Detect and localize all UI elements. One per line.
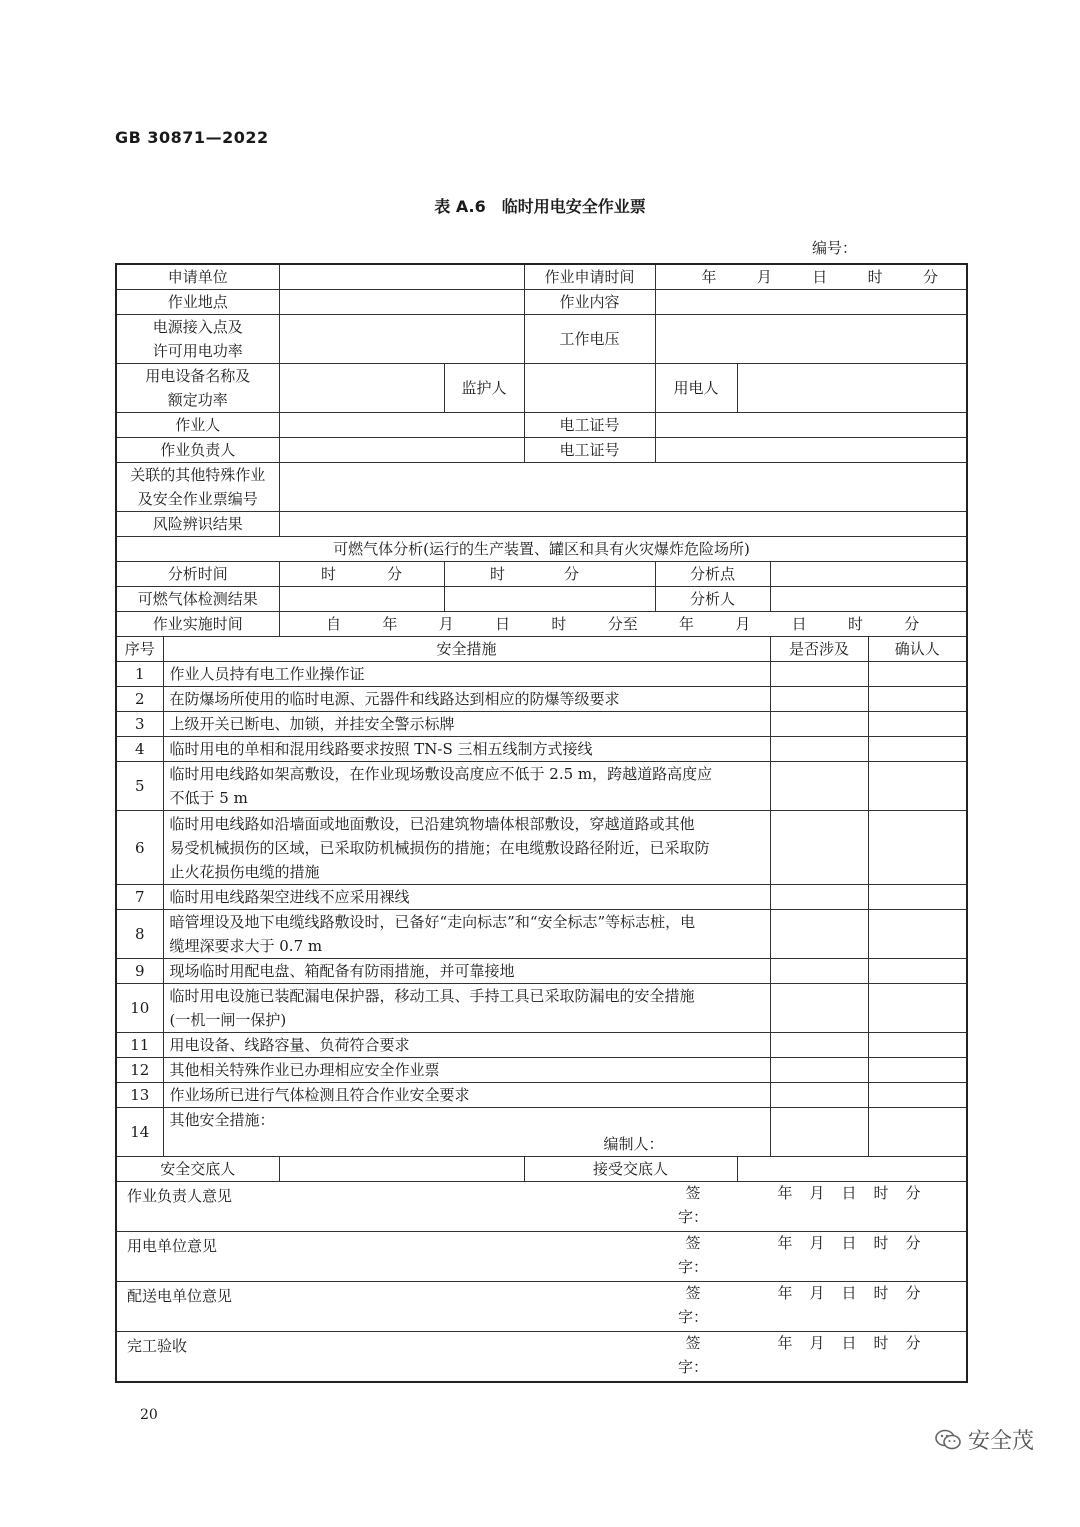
analysis-time-2[interactable] bbox=[444, 562, 655, 587]
year-label: 年 bbox=[701, 268, 717, 286]
hour-label: 时 bbox=[551, 615, 567, 633]
related-permits-line-2: 及安全作业票编号 bbox=[137, 490, 258, 508]
measure-no: 6 bbox=[116, 811, 163, 885]
minute-label: 分 bbox=[387, 565, 403, 583]
analysis-time-label: 分析时间 bbox=[116, 562, 279, 587]
minute-label: 分 bbox=[905, 1334, 921, 1352]
minute-label: 分 bbox=[905, 1234, 921, 1252]
work-content-label: 作业内容 bbox=[524, 290, 655, 315]
watermark-text: 安全茂 bbox=[968, 1429, 1035, 1454]
hour-label: 时 bbox=[873, 1184, 889, 1202]
work-leader-field[interactable] bbox=[279, 438, 524, 463]
impl-time-field[interactable] bbox=[279, 612, 967, 637]
measure-no: 13 bbox=[116, 1083, 163, 1108]
measure-text bbox=[163, 737, 770, 762]
year-label: 年 bbox=[777, 1284, 793, 1302]
measure-line: 暗管埋设及地下电缆线路敷设时，已备好“走向标志”和“安全标志”等标志桩，电 bbox=[169, 913, 696, 931]
from-label: 自 bbox=[326, 615, 342, 633]
year-label: 年 bbox=[679, 615, 695, 633]
confirm-cell[interactable] bbox=[868, 1108, 967, 1157]
year-label: 年 bbox=[382, 615, 398, 633]
involved-cell[interactable] bbox=[770, 687, 868, 712]
work-permit-table bbox=[115, 263, 968, 1383]
gas-result-field-2[interactable] bbox=[444, 587, 655, 612]
involved-cell[interactable] bbox=[770, 811, 868, 885]
sign-label: 签字： bbox=[677, 1334, 708, 1376]
leader-cert-label: 电工证号 bbox=[524, 438, 655, 463]
minute-label: 分 bbox=[564, 565, 580, 583]
measure-line: 作业人员持有电工作业操作证 bbox=[169, 665, 365, 683]
analysis-time-1-parts bbox=[286, 562, 438, 586]
confirm-cell[interactable] bbox=[868, 959, 967, 984]
worker-label: 作业人 bbox=[116, 413, 279, 438]
measure-text bbox=[163, 959, 770, 984]
confirm-cell[interactable] bbox=[868, 910, 967, 959]
minute-label: 分 bbox=[905, 1184, 921, 1202]
measure-row bbox=[116, 687, 967, 712]
measure-text bbox=[163, 687, 770, 712]
measure-line: 临时用电线路如架高敷设，在作业现场敷设高度应不低于 2.5 m，跨越道路高度应 bbox=[169, 765, 713, 783]
minute-label: 分 bbox=[904, 615, 920, 633]
measure-row bbox=[116, 662, 967, 687]
equipment-field[interactable] bbox=[279, 364, 444, 413]
measure-no: 2 bbox=[116, 687, 163, 712]
month-label: 月 bbox=[809, 1284, 825, 1302]
power-access-line-1: 电源接入点及 bbox=[152, 318, 243, 336]
gas-result-field-1[interactable] bbox=[279, 587, 444, 612]
month-label: 月 bbox=[438, 615, 454, 633]
hour-label: 时 bbox=[847, 615, 863, 633]
day-label: 日 bbox=[841, 1284, 857, 1302]
signature-line bbox=[677, 1282, 929, 1330]
involved-cell[interactable] bbox=[770, 712, 868, 737]
measure-line: 其他相关特殊作业已办理相应安全作业票 bbox=[169, 1061, 440, 1079]
worker-field[interactable] bbox=[279, 413, 524, 438]
measure-text bbox=[163, 762, 770, 811]
work-place-field[interactable] bbox=[279, 290, 524, 315]
measure-text bbox=[163, 885, 770, 910]
standard-number: GB 30871—2022 bbox=[115, 128, 269, 147]
apply-time-label: 作业申请时间 bbox=[524, 264, 655, 290]
col-involved-header: 是否涉及 bbox=[770, 637, 868, 662]
measure-text bbox=[163, 1083, 770, 1108]
involved-cell[interactable] bbox=[770, 1058, 868, 1083]
month-label: 月 bbox=[756, 268, 772, 286]
sign-label: 签字： bbox=[677, 1184, 708, 1226]
analysis-point-label: 分析点 bbox=[655, 562, 770, 587]
col-no-header: 序号 bbox=[116, 637, 163, 662]
involved-cell[interactable] bbox=[770, 1033, 868, 1058]
receiver-field[interactable] bbox=[737, 1157, 967, 1182]
day-label: 日 bbox=[495, 615, 511, 633]
power-user-label: 用电人 bbox=[655, 364, 737, 413]
measure-line: 现场临时用配电盘、箱配备有防雨措施，并可靠接地 bbox=[169, 962, 515, 980]
measure-text bbox=[163, 910, 770, 959]
unit-opinion-label: 用电单位意见 bbox=[127, 1237, 218, 1255]
signature-line bbox=[677, 1232, 929, 1280]
guardian-label: 监护人 bbox=[444, 364, 524, 413]
confirm-cell[interactable] bbox=[868, 737, 967, 762]
measure-no: 12 bbox=[116, 1058, 163, 1083]
month-label: 月 bbox=[809, 1234, 825, 1252]
briefer-label: 安全交底人 bbox=[116, 1157, 279, 1182]
measure-no: 14 bbox=[116, 1108, 163, 1157]
sign-label: 签字： bbox=[677, 1284, 708, 1326]
apply-unit-label: 申请单位 bbox=[116, 264, 279, 290]
confirm-cell[interactable] bbox=[868, 712, 967, 737]
related-permits-line-1: 关联的其他特殊作业 bbox=[130, 466, 266, 484]
measure-no: 1 bbox=[116, 662, 163, 687]
impl-time-parts bbox=[286, 612, 961, 636]
other-measures-label: 其他安全措施： bbox=[169, 1111, 275, 1129]
apply-unit-field[interactable] bbox=[279, 264, 524, 290]
signature-line bbox=[677, 1332, 929, 1380]
measure-no: 8 bbox=[116, 910, 163, 959]
equipment-line-2: 额定功率 bbox=[167, 391, 228, 409]
risk-label: 风险辨识结果 bbox=[116, 512, 279, 537]
impl-time-label: 作业实施时间 bbox=[116, 612, 279, 637]
measure-no: 4 bbox=[116, 737, 163, 762]
unit-opinion-field[interactable] bbox=[116, 1232, 967, 1282]
measure-line: 临时用电的单相和混用线路要求按照 TN-S 三相五线制方式接线 bbox=[169, 740, 593, 758]
leader-opinion-label: 作业负责人意见 bbox=[127, 1187, 233, 1205]
page-number: 20 bbox=[140, 1407, 158, 1423]
measure-line: 不低于 5 m bbox=[169, 789, 248, 807]
analyst-field[interactable] bbox=[770, 587, 967, 612]
minute-label: 分 bbox=[905, 1284, 921, 1302]
measure-row bbox=[116, 1083, 967, 1108]
measure-no: 7 bbox=[116, 885, 163, 910]
confirm-cell[interactable] bbox=[868, 762, 967, 811]
confirm-cell[interactable] bbox=[868, 984, 967, 1033]
measure-line: 临时用电线路架空进线不应采用裸线 bbox=[169, 888, 410, 906]
related-permits-label bbox=[116, 463, 279, 512]
apply-date-parts bbox=[662, 265, 961, 289]
briefer-field[interactable] bbox=[279, 1157, 524, 1182]
measure-row bbox=[116, 762, 967, 811]
leader-cert-field[interactable] bbox=[655, 438, 967, 463]
measure-row bbox=[116, 1033, 967, 1058]
equipment-label bbox=[116, 364, 279, 413]
measure-no: 10 bbox=[116, 984, 163, 1033]
worker-cert-field[interactable] bbox=[655, 413, 967, 438]
measure-text bbox=[163, 811, 770, 885]
risk-field[interactable] bbox=[279, 512, 967, 537]
apply-time-field[interactable] bbox=[655, 264, 967, 290]
year-label: 年 bbox=[777, 1334, 793, 1352]
confirm-cell[interactable] bbox=[868, 1058, 967, 1083]
confirm-cell[interactable] bbox=[868, 1033, 967, 1058]
month-label: 月 bbox=[809, 1334, 825, 1352]
confirm-cell[interactable] bbox=[868, 885, 967, 910]
measure-line: 止火花损伤电缆的措施 bbox=[169, 862, 320, 881]
measure-text bbox=[163, 1058, 770, 1083]
watermark bbox=[934, 1424, 1034, 1455]
measure-row bbox=[116, 811, 967, 885]
hour-label: 时 bbox=[867, 268, 883, 286]
day-label: 日 bbox=[841, 1184, 857, 1202]
wechat-icon bbox=[934, 1428, 962, 1452]
confirm-cell[interactable] bbox=[868, 662, 967, 687]
measure-line: (一机一闸一保护) bbox=[169, 1011, 287, 1029]
involved-cell[interactable] bbox=[770, 1083, 868, 1108]
work-content-field[interactable] bbox=[655, 290, 967, 315]
equipment-line-1: 用电设备名称及 bbox=[145, 367, 251, 385]
involved-cell[interactable] bbox=[770, 1108, 868, 1157]
day-label: 日 bbox=[841, 1234, 857, 1252]
month-label: 月 bbox=[735, 615, 751, 633]
day-label: 日 bbox=[812, 268, 828, 286]
measure-row bbox=[116, 712, 967, 737]
analysis-time-1[interactable] bbox=[279, 562, 444, 587]
power-access-line-2: 许可用电功率 bbox=[152, 342, 243, 360]
signature-line bbox=[677, 1182, 929, 1230]
year-label: 年 bbox=[777, 1234, 793, 1252]
other-measures-row bbox=[116, 1108, 967, 1157]
measure-line: 易受机械损伤的区域，已采取防机械损伤的措施；在电缆敷设路径附近，已采取防 bbox=[169, 838, 710, 857]
supply-opinion-field[interactable] bbox=[116, 1282, 967, 1332]
year-label: 年 bbox=[777, 1184, 793, 1202]
measure-no: 3 bbox=[116, 712, 163, 737]
measure-line: 作业场所已进行气体检测且符合作业安全要求 bbox=[169, 1086, 470, 1104]
measure-no: 5 bbox=[116, 762, 163, 811]
hour-label: 时 bbox=[321, 565, 337, 583]
involved-cell[interactable] bbox=[770, 885, 868, 910]
hour-label: 时 bbox=[490, 565, 506, 583]
analysis-point-field[interactable] bbox=[770, 562, 967, 587]
hour-label: 时 bbox=[873, 1234, 889, 1252]
involved-cell[interactable] bbox=[770, 959, 868, 984]
measure-text bbox=[163, 1033, 770, 1058]
supply-opinion-label: 配送电单位意见 bbox=[127, 1287, 233, 1305]
work-place-label: 作业地点 bbox=[116, 290, 279, 315]
confirm-cell[interactable] bbox=[868, 687, 967, 712]
hour-label: 时 bbox=[873, 1284, 889, 1302]
measure-row bbox=[116, 959, 967, 984]
serial-number-label: 编号： bbox=[812, 239, 858, 257]
measure-row bbox=[116, 737, 967, 762]
involved-cell[interactable] bbox=[770, 662, 868, 687]
acceptance-field[interactable] bbox=[116, 1332, 967, 1383]
acceptance-label: 完工验收 bbox=[127, 1337, 188, 1355]
analysis-time-2-parts bbox=[451, 562, 649, 586]
power-access-label bbox=[116, 315, 279, 364]
involved-cell[interactable] bbox=[770, 910, 868, 959]
other-measures-field[interactable] bbox=[163, 1108, 770, 1157]
worker-cert-label: 电工证号 bbox=[524, 413, 655, 438]
minute-to-label: 分至 bbox=[607, 615, 638, 633]
measure-row bbox=[116, 885, 967, 910]
minute-label: 分 bbox=[923, 268, 939, 286]
measure-line: 临时用电设施已装配漏电保护器，移动工具、手持工具已采取防漏电的安全措施 bbox=[169, 987, 695, 1005]
day-label: 日 bbox=[841, 1334, 857, 1352]
col-measure-header: 安全措施 bbox=[163, 637, 770, 662]
analyst-label: 分析人 bbox=[655, 587, 770, 612]
measure-text bbox=[163, 662, 770, 687]
power-access-field[interactable] bbox=[279, 315, 524, 364]
measure-line: 用电设备、线路容量、负荷符合要求 bbox=[169, 1036, 410, 1054]
gas-analysis-heading: 可燃气体分析(运行的生产装置、罐区和具有火灾爆炸危险场所) bbox=[116, 537, 967, 562]
measure-row bbox=[116, 910, 967, 959]
work-leader-label: 作业负责人 bbox=[116, 438, 279, 463]
month-label: 月 bbox=[809, 1184, 825, 1202]
confirm-cell[interactable] bbox=[868, 1083, 967, 1108]
measure-line: 上级开关已断电、加锁，并挂安全警示标牌 bbox=[169, 715, 455, 733]
measure-no: 9 bbox=[116, 959, 163, 984]
measure-no: 11 bbox=[116, 1033, 163, 1058]
gas-result-label: 可燃气体检测结果 bbox=[116, 587, 279, 612]
measure-line: 在防爆场所使用的临时电源、元器件和线路达到相应的防爆等级要求 bbox=[169, 690, 620, 708]
compiler-label: 编制人： bbox=[603, 1135, 664, 1153]
work-voltage-label: 工作电压 bbox=[524, 315, 655, 364]
related-permits-field[interactable] bbox=[279, 463, 967, 512]
receiver-label: 接受交底人 bbox=[524, 1157, 737, 1182]
col-confirm-header: 确认人 bbox=[868, 637, 967, 662]
measure-text bbox=[163, 984, 770, 1033]
guardian-field[interactable] bbox=[524, 364, 655, 413]
involved-cell[interactable] bbox=[770, 984, 868, 1033]
measure-line: 临时用电线路如沿墙面或地面敷设，已沿建筑物墙体根部敷设，穿越道路或其他 bbox=[169, 814, 695, 833]
day-label: 日 bbox=[791, 615, 807, 633]
table-title: 表 A.6 临时用电安全作业票 bbox=[434, 197, 646, 216]
measure-line: 缆埋深要求大于 0.7 m bbox=[169, 937, 323, 955]
leader-opinion-field[interactable] bbox=[116, 1182, 967, 1232]
work-voltage-field[interactable] bbox=[655, 315, 967, 364]
hour-label: 时 bbox=[873, 1334, 889, 1352]
involved-cell[interactable] bbox=[770, 737, 868, 762]
measure-text bbox=[163, 712, 770, 737]
power-user-field[interactable] bbox=[737, 364, 967, 413]
sign-label: 签字： bbox=[677, 1234, 708, 1276]
confirm-cell[interactable] bbox=[868, 811, 967, 885]
measure-row bbox=[116, 984, 967, 1033]
measure-row bbox=[116, 1058, 967, 1083]
involved-cell[interactable] bbox=[770, 762, 868, 811]
